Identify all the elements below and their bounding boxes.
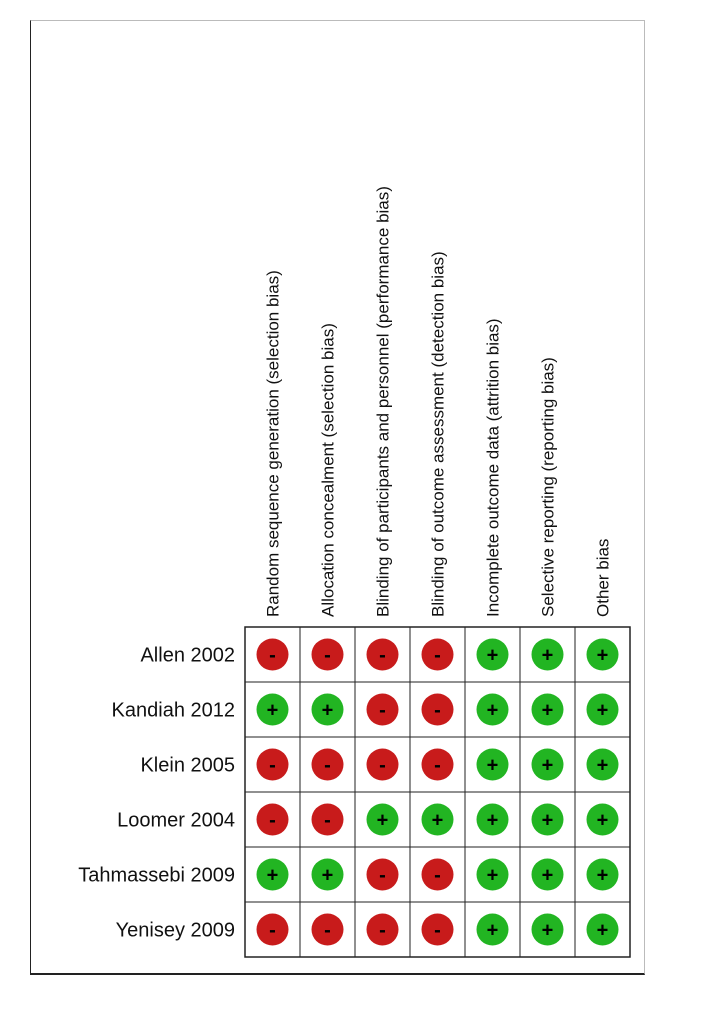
minus-symbol: - [434, 864, 441, 887]
minus-symbol: - [379, 919, 386, 942]
plus-symbol: + [541, 754, 554, 777]
plus-symbol: + [541, 809, 554, 832]
study-label: Allen 2002 [140, 644, 235, 667]
plus-symbol: + [266, 864, 279, 887]
plus-symbol: + [486, 644, 499, 667]
plus-symbol: + [596, 864, 609, 887]
plus-symbol: + [541, 699, 554, 722]
plus-symbol: + [541, 864, 554, 887]
plus-symbol: + [486, 754, 499, 777]
plus-symbol: + [486, 864, 499, 887]
risk-of-bias-summary [31, 21, 646, 976]
minus-symbol: - [269, 919, 276, 942]
plus-symbol: + [266, 699, 279, 722]
plus-symbol: + [486, 919, 499, 942]
minus-symbol: - [434, 644, 441, 667]
minus-symbol: - [269, 809, 276, 832]
plus-symbol: + [596, 644, 609, 667]
domain-label: Blinding of outcome assessment (detection bias) [428, 251, 448, 617]
minus-symbol: - [379, 644, 386, 667]
risk-of-bias-figure [30, 20, 645, 975]
minus-symbol: - [324, 754, 331, 777]
plus-symbol: + [596, 809, 609, 832]
plus-symbol: + [596, 754, 609, 777]
domain-label: Other bias [593, 538, 613, 617]
minus-symbol: - [324, 809, 331, 832]
minus-symbol: - [434, 699, 441, 722]
plus-symbol: + [431, 809, 444, 832]
minus-symbol: - [324, 644, 331, 667]
minus-symbol: - [434, 754, 441, 777]
study-label: Tahmassebi 2009 [78, 864, 235, 887]
minus-symbol: - [379, 754, 386, 777]
domain-label: Allocation concealment (selection bias) [318, 323, 338, 617]
domain-label: Selective reporting (reporting bias) [538, 357, 558, 617]
minus-symbol: - [379, 699, 386, 722]
plus-symbol: + [541, 919, 554, 942]
domain-label: Random sequence generation (selection bias) [263, 270, 283, 617]
plus-symbol: + [486, 809, 499, 832]
plus-symbol: + [321, 864, 334, 887]
plus-symbol: + [541, 644, 554, 667]
domain-label: Incomplete outcome data (attrition bias) [483, 318, 503, 617]
domain-label: Blinding of participants and personnel (performance bias) [373, 186, 393, 617]
minus-symbol: - [269, 754, 276, 777]
study-label: Yenisey 2009 [115, 919, 235, 942]
minus-symbol: - [379, 864, 386, 887]
minus-symbol: - [434, 919, 441, 942]
plus-symbol: + [596, 699, 609, 722]
minus-symbol: - [269, 644, 276, 667]
plus-symbol: + [486, 699, 499, 722]
plus-symbol: + [376, 809, 389, 832]
minus-symbol: - [324, 919, 331, 942]
plus-symbol: + [321, 699, 334, 722]
study-label: Klein 2005 [140, 754, 235, 777]
plus-symbol: + [596, 919, 609, 942]
study-label: Loomer 2004 [117, 809, 235, 832]
study-label: Kandiah 2012 [111, 699, 235, 722]
